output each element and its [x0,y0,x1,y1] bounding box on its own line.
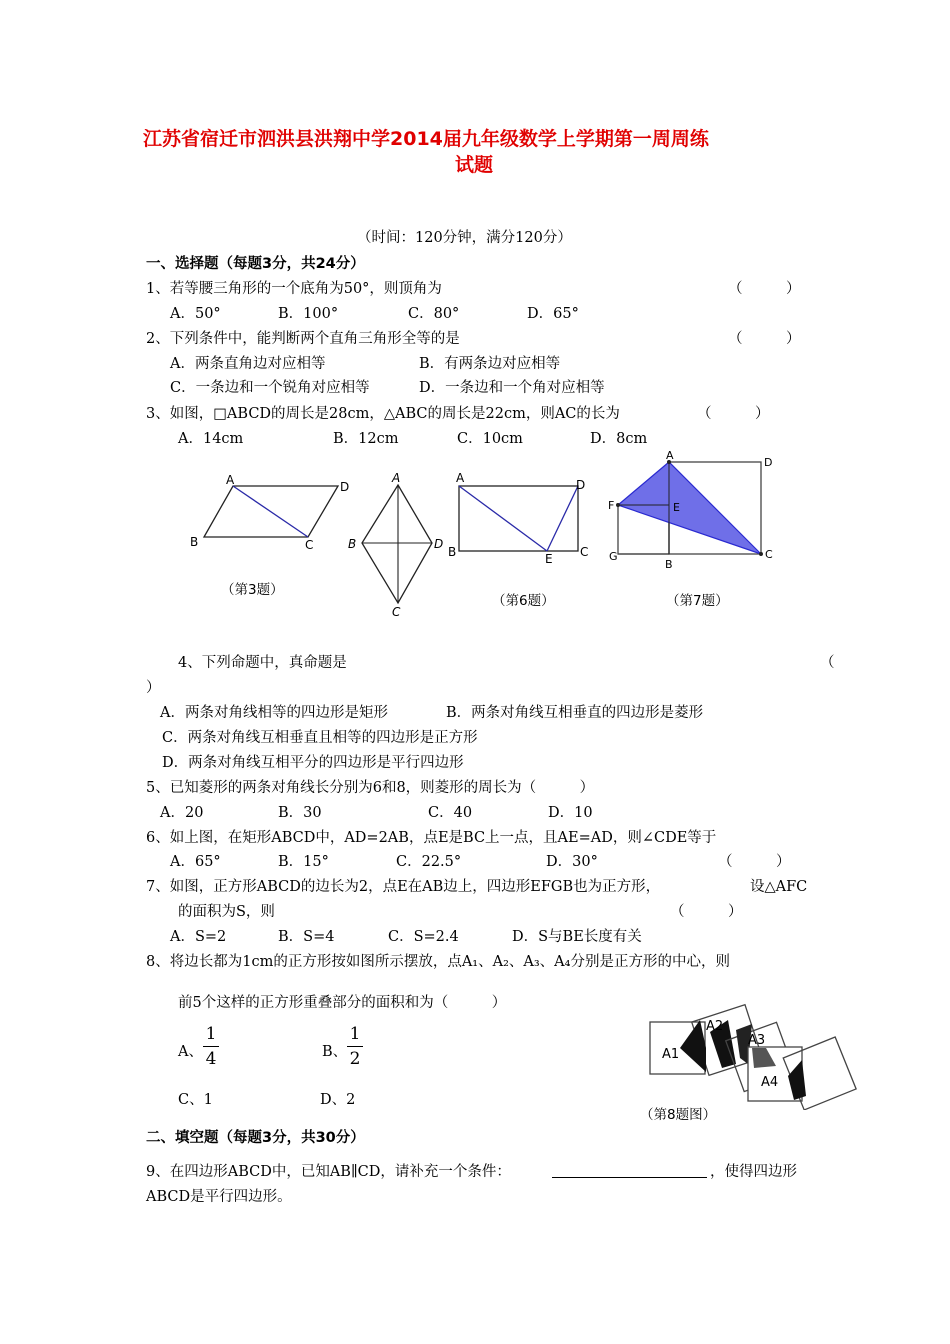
figure-caption-q7: （第7题） [666,593,729,609]
q8-option-a-numerator: 1 [205,1024,217,1044]
q3-option-b: B．12cm [333,431,399,447]
q3-option-a: A．14cm [178,431,244,447]
figure-caption-q8: （第8题图） [640,1107,717,1123]
rhombus-label-d: D [434,537,444,551]
q6-answer-paren: （ ） [718,854,791,870]
q4-option-d: D．两条对角线互相平分的四边形是平行四边形 [162,755,464,771]
fig6-label-c: C [580,545,589,559]
fig7-label-c: C [765,548,773,561]
section-2-heading: 二、填空题（每题3分，共30分） [146,1130,365,1146]
q3-option-c: C．10cm [457,431,523,447]
figure-q3-parallelogram [190,473,349,552]
rhombus-label-c: C [392,605,401,619]
q4-paren-open: （ [820,655,835,671]
q2-answer-paren: （ ） [728,331,801,347]
q9-answer-blank [552,1177,707,1178]
q1-option-b: B．100° [278,306,339,322]
q4-option-a: A．两条对角线相等的四边形是矩形 [160,705,388,721]
rhombus-label-b: B [348,537,357,551]
q8-stem-line2: 前5个这样的正方形重叠部分的面积和为（ ） [178,995,507,1011]
q8-stem: 8、将边长都为1cm的正方形按如图所示摆放，点A₁、A₂、A₃、A₄分别是正方形的中心，则 [146,954,730,970]
q8-option-b-fraction [347,1024,363,1069]
q2-stem: 2、下列条件中，能判断两个直角三角形全等的是 [146,331,460,347]
fig3-label-d: D [340,480,350,494]
q8-option-b-denominator: 2 [349,1049,361,1069]
fig6-label-e: E [545,552,553,566]
q6-stem: 6、如上图，在矩形ABCD中，AD=2AB，点E是BC上一点，且AE=AD，则∠CDE等于 [146,830,717,846]
q1-option-d: D．65° [527,306,579,322]
rhombus-label-a: A [392,471,401,485]
figure-q7-squares [608,449,773,571]
q9-stem-after: ，使得四边形 [710,1164,797,1180]
q2-option-c: C．一条边和一个锐角对应相等 [170,380,370,396]
q4-stem: 4、下列命题中，真命题是 [178,655,347,671]
q3-option-d: D．8cm [590,431,648,447]
fig8-label-a4: A4 [761,1075,779,1090]
fig6-label-b: B [448,545,457,559]
q6-option-a: A．65° [170,854,221,870]
q5-option-b: B．30 [278,805,322,821]
q5-option-d: D．10 [548,805,593,821]
fig7-label-b: B [665,558,673,571]
q8-option-b-prefix: B、 [322,1044,348,1060]
q4-option-b: B．两条对角线互相垂直的四边形是菱形 [446,705,704,721]
q7-option-a: A．S=2 [170,929,227,945]
figure-caption-q6: （第6题） [492,593,555,609]
q7-option-c: C．S=2.4 [388,929,459,945]
exam-info: （时间：120分钟，满分120分） [357,230,572,246]
q1-stem: 1、若等腰三角形的一个底角为50°，则顶角为 [146,281,442,297]
q8-option-b-numerator: 1 [349,1024,361,1044]
section-1-heading: 一、选择题（每题3分，共24分） [146,256,365,272]
figure-caption-q3: （第3题） [221,582,284,598]
fig7-label-a: A [666,449,674,462]
q7-option-d: D．S与BE长度有关 [512,929,642,945]
q9-stem: 9、在四边形ABCD中，已知AB∥CD，请补充一个条件： [146,1164,511,1180]
q3-answer-paren: （ ） [697,406,770,422]
page-title-continued: 试题 [455,154,494,176]
q1-option-a: A．50° [170,306,221,322]
fig6-label-d: D [576,478,586,492]
fig6-label-a: A [456,471,465,485]
q2-option-d: D．一条边和一个角对应相等 [419,380,605,396]
fig3-label-b: B [190,535,199,549]
q8-option-a-fraction [203,1024,219,1069]
q7-option-b: B．S=4 [278,929,335,945]
q6-option-c: C．22.5° [396,854,462,870]
page-title: 江苏省宿迁市泗洪县洪翔中学2014届九年级数学上学期第一周周练 [143,128,709,150]
q8-option-c: C、1 [178,1092,213,1108]
q5-option-a: A．20 [160,805,204,821]
fig8-label-a2: A2 [706,1019,724,1034]
q7-stem: 7、如图，正方形ABCD的边长为2，点E在AB边上，四边形EFGB也为正方形， [146,879,661,895]
q9-stem-line2: ABCD是平行四边形。 [146,1189,292,1205]
q7-answer-paren: （ ） [670,904,743,920]
q8-option-a-denominator: 4 [205,1049,217,1069]
q3-stem: 3、如图，□ABCD的周长是28cm，△ABC的周长是22cm，则AC的长为 [146,406,620,422]
q7-stem-right: 设△AFC [750,879,808,895]
q5-stem: 5、已知菱形的两条对角线长分别为6和8，则菱形的周长为（ ） [146,780,595,796]
fig7-label-f: F [608,499,615,512]
q2-option-a: A．两条直角边对应相等 [170,356,326,372]
q1-answer-paren: （ ） [728,281,801,297]
q7-stem-line2: 的面积为S，则 [178,904,275,920]
q2-option-b: B．有两条边对应相等 [419,356,561,372]
q6-option-d: D．30° [546,854,598,870]
q4-paren-close: ） [146,680,161,696]
q5-option-c: C．40 [428,805,473,821]
figure-q6-rectangle [448,471,588,566]
q8-option-a-prefix: A、 [178,1044,203,1060]
fig7-label-g: G [609,550,618,563]
fig7-label-d: D [764,456,773,469]
figure-q8-squares [640,990,860,1110]
q4-option-c: C．两条对角线互相垂直且相等的四边形是正方形 [162,730,478,746]
figure-rhombus [348,471,443,619]
fig3-label-a: A [226,473,235,487]
fig7-label-e: E [673,501,680,514]
q1-option-c: C．80° [408,306,460,322]
fig8-label-a1: A1 [662,1047,680,1062]
q6-option-b: B．15° [278,854,329,870]
q8-option-d: D、2 [320,1092,356,1108]
fig8-label-a3: A3 [748,1033,766,1048]
fig3-label-c: C [305,538,314,552]
